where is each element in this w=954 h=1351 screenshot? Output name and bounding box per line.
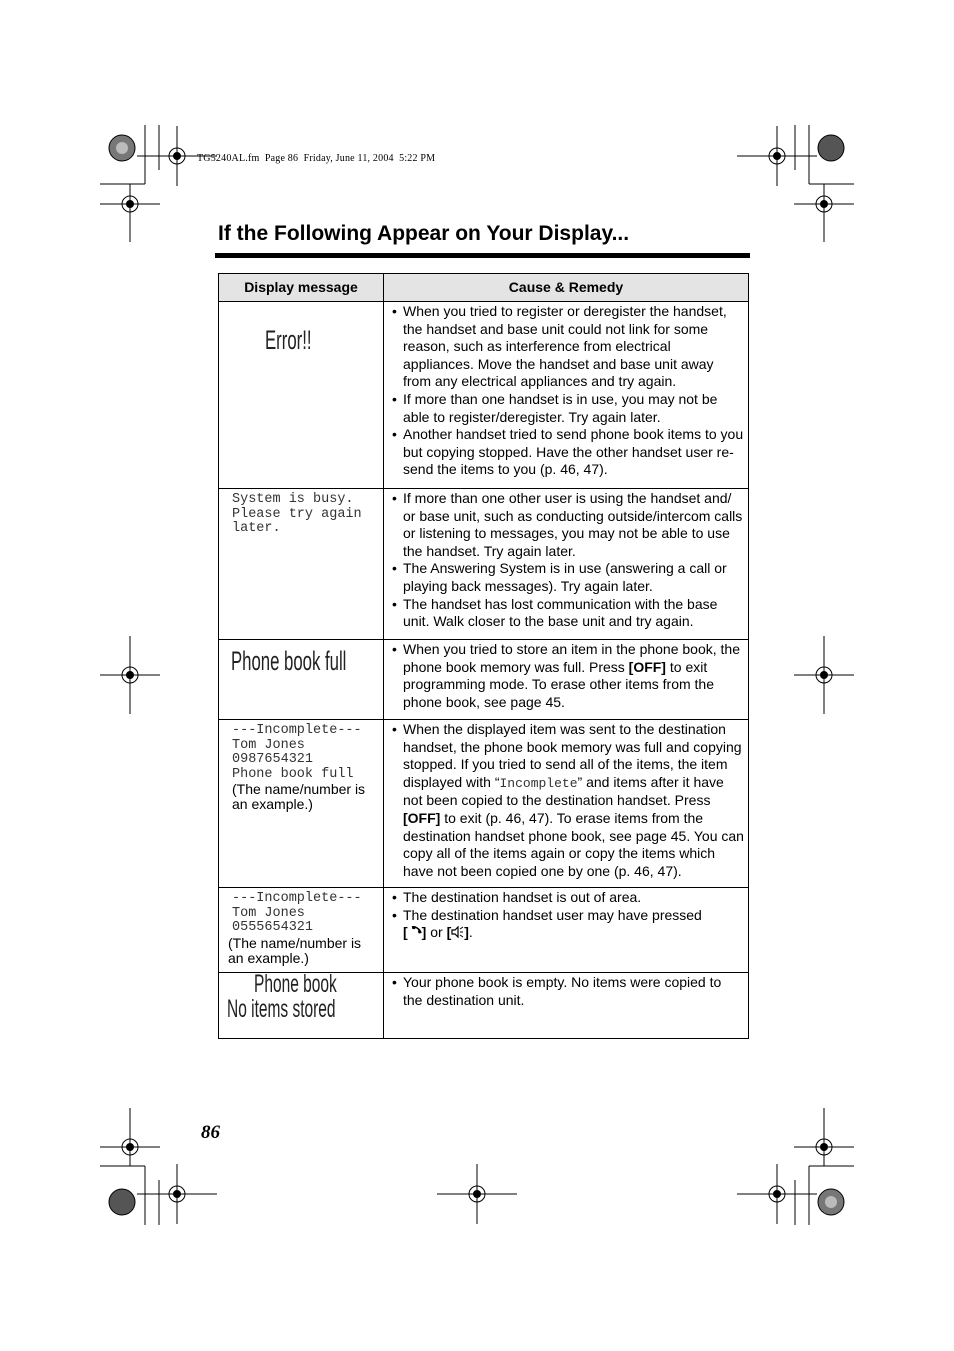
lcd-message: ---Incomplete--- Tom Jones 0987654321 Phone book full: [232, 723, 362, 782]
example-note: (The name/number is an example.): [228, 934, 362, 966]
list-item: • The Answering System is in use (answering a call or playing back messages). Try again later.: [392, 560, 744, 595]
file-header: TG5240AL.fm Page 86 Friday, June 11, 2004 5:22 PM: [197, 153, 436, 164]
remedy-cell: [384, 489, 749, 640]
list-item: • Another handset tried to send phone book items to you but copying stopped. Have the other handset user re-send the items to you (p. 46, 47).: [392, 426, 744, 479]
off-key: [OFF]: [403, 809, 441, 826]
display-message-cell: [219, 970, 384, 1039]
page-number: 86: [201, 1122, 220, 1143]
remedy-cell: [384, 973, 749, 1039]
speaker-icon: [451, 926, 464, 938]
table-row: [219, 489, 749, 640]
display-message-cell: [219, 640, 384, 720]
lcd-message: Phone book full: [231, 646, 347, 676]
display-message-cell: [219, 888, 384, 973]
display-message-table: [218, 273, 749, 1039]
remedy-cell: [384, 640, 749, 720]
remedy-cell: [384, 720, 749, 888]
remedy-cell: [384, 302, 749, 489]
off-key: [OFF]: [628, 658, 666, 675]
list-item: • The handset has lost communication with the base unit. Walk closer to the base unit and try again.: [392, 596, 744, 631]
header-cause-remedy: Cause & Remedy: [384, 274, 749, 302]
lcd-message: System is busy. Please try again later.: [232, 492, 362, 536]
list-item: • When you tried to store an item in the phone book, the phone book memory was full. Press [OFF] to exit programming mode. To erase other items from the phone book, see page 45.: [392, 641, 744, 711]
list-item: • If more than one other user is using the handset and/ or base unit, such as conducting outside/intercom calls or listening to messages, you may not be able to use the handset. Try again later.: [392, 490, 744, 560]
title-rule: [215, 253, 750, 258]
example-note: (The name/number is an example.): [232, 781, 366, 812]
page-title: If the Following Appear on Your Display...: [218, 222, 630, 245]
display-message-cell: [219, 720, 384, 888]
lcd-message-line-2: No items stored: [227, 995, 336, 1023]
header-display-message: Display message: [219, 274, 384, 302]
remedy-cell: [384, 888, 749, 973]
list-item: • The destination handset user may have pressed [ ] or [ ].: [392, 907, 744, 942]
display-message-cell: [219, 489, 384, 640]
table-header-row: [219, 274, 749, 302]
lcd-message: Error!!: [265, 325, 312, 355]
table-row: [219, 720, 749, 888]
table-row: [219, 888, 749, 973]
display-message-cell: [219, 302, 384, 489]
lcd-message: ---Incomplete--- Tom Jones 0555654321: [232, 891, 362, 935]
list-item: • Your phone book is empty. No items were copied to the destination unit.: [392, 974, 744, 1009]
table-row: [219, 302, 749, 489]
list-item: • If more than one handset is in use, you may not be able to register/deregister. Try again later.: [392, 391, 744, 426]
table-row: [219, 640, 749, 720]
list-item: • When you tried to register or deregister the handset, the handset and base unit could not link for some reason, such as interference from electrical appliances. Move the handset and base unit away from any electrical appliances and try again.: [392, 303, 744, 391]
off-hook-icon: [408, 926, 422, 938]
list-item: • The destination handset is out of area.: [392, 889, 744, 907]
list-item: • When the displayed item was sent to the destination handset, the phone book memory was full and copying stopped. If you tried to send all of the items, the item displayed with “Incomplete” and items after it have not been copied to the destination handset. Press [OFF] to exit (p. 46, 47). To erase items from the destination handset phone book, see page 45. You can copy all of the items again or copy the items which have not been copied one by one (p. 46, 47).: [392, 721, 744, 880]
lcd-message-line-1: Phone book: [254, 970, 337, 998]
table-row: [219, 973, 749, 1039]
